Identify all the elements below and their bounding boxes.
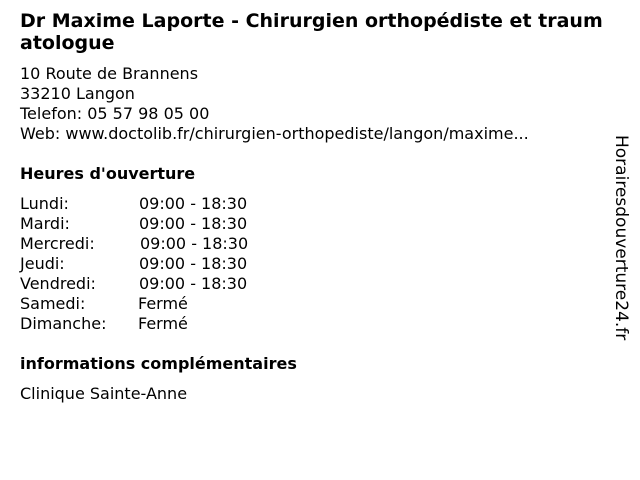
time-value: 09:00 - 18:30 <box>139 254 248 273</box>
time-value: 09:00 - 18:30 <box>139 214 248 233</box>
day-label: Mardi: <box>20 214 70 233</box>
info-heading: informations complémentaires <box>20 354 297 373</box>
info-text: Clinique Sainte-Anne <box>20 384 188 403</box>
street-address: 10 Route de Brannens <box>20 64 199 83</box>
time-value: Fermé <box>138 314 188 333</box>
website-link[interactable]: Web: www.doctolib.fr/chirurgien-orthopediste/langon/maxime... <box>20 124 529 143</box>
hours-heading: Heures d'ouverture <box>20 164 196 183</box>
city-address: 33210 Langon <box>20 84 135 103</box>
address-block <box>20 64 529 144</box>
day-label: Lundi: <box>20 194 69 213</box>
time-value: 09:00 - 18:30 <box>140 234 249 253</box>
page-title: Dr Maxime Laporte - Chirurgien orthopédiste et traumatologue <box>20 10 603 54</box>
time-value: 09:00 - 18:30 <box>139 194 248 213</box>
time-value: Fermé <box>138 294 188 313</box>
day-label: Samedi: <box>20 294 86 313</box>
site-watermark: Horairesdouverture24.fr <box>611 135 631 341</box>
day-label: Dimanche: <box>20 314 107 333</box>
day-label: Jeudi: <box>20 254 65 273</box>
day-label: Vendredi: <box>20 274 96 293</box>
phone-number: Telefon: 05 57 98 05 00 <box>20 104 210 123</box>
time-value: 09:00 - 18:30 <box>139 274 248 293</box>
day-label: Mercredi: <box>20 234 95 253</box>
